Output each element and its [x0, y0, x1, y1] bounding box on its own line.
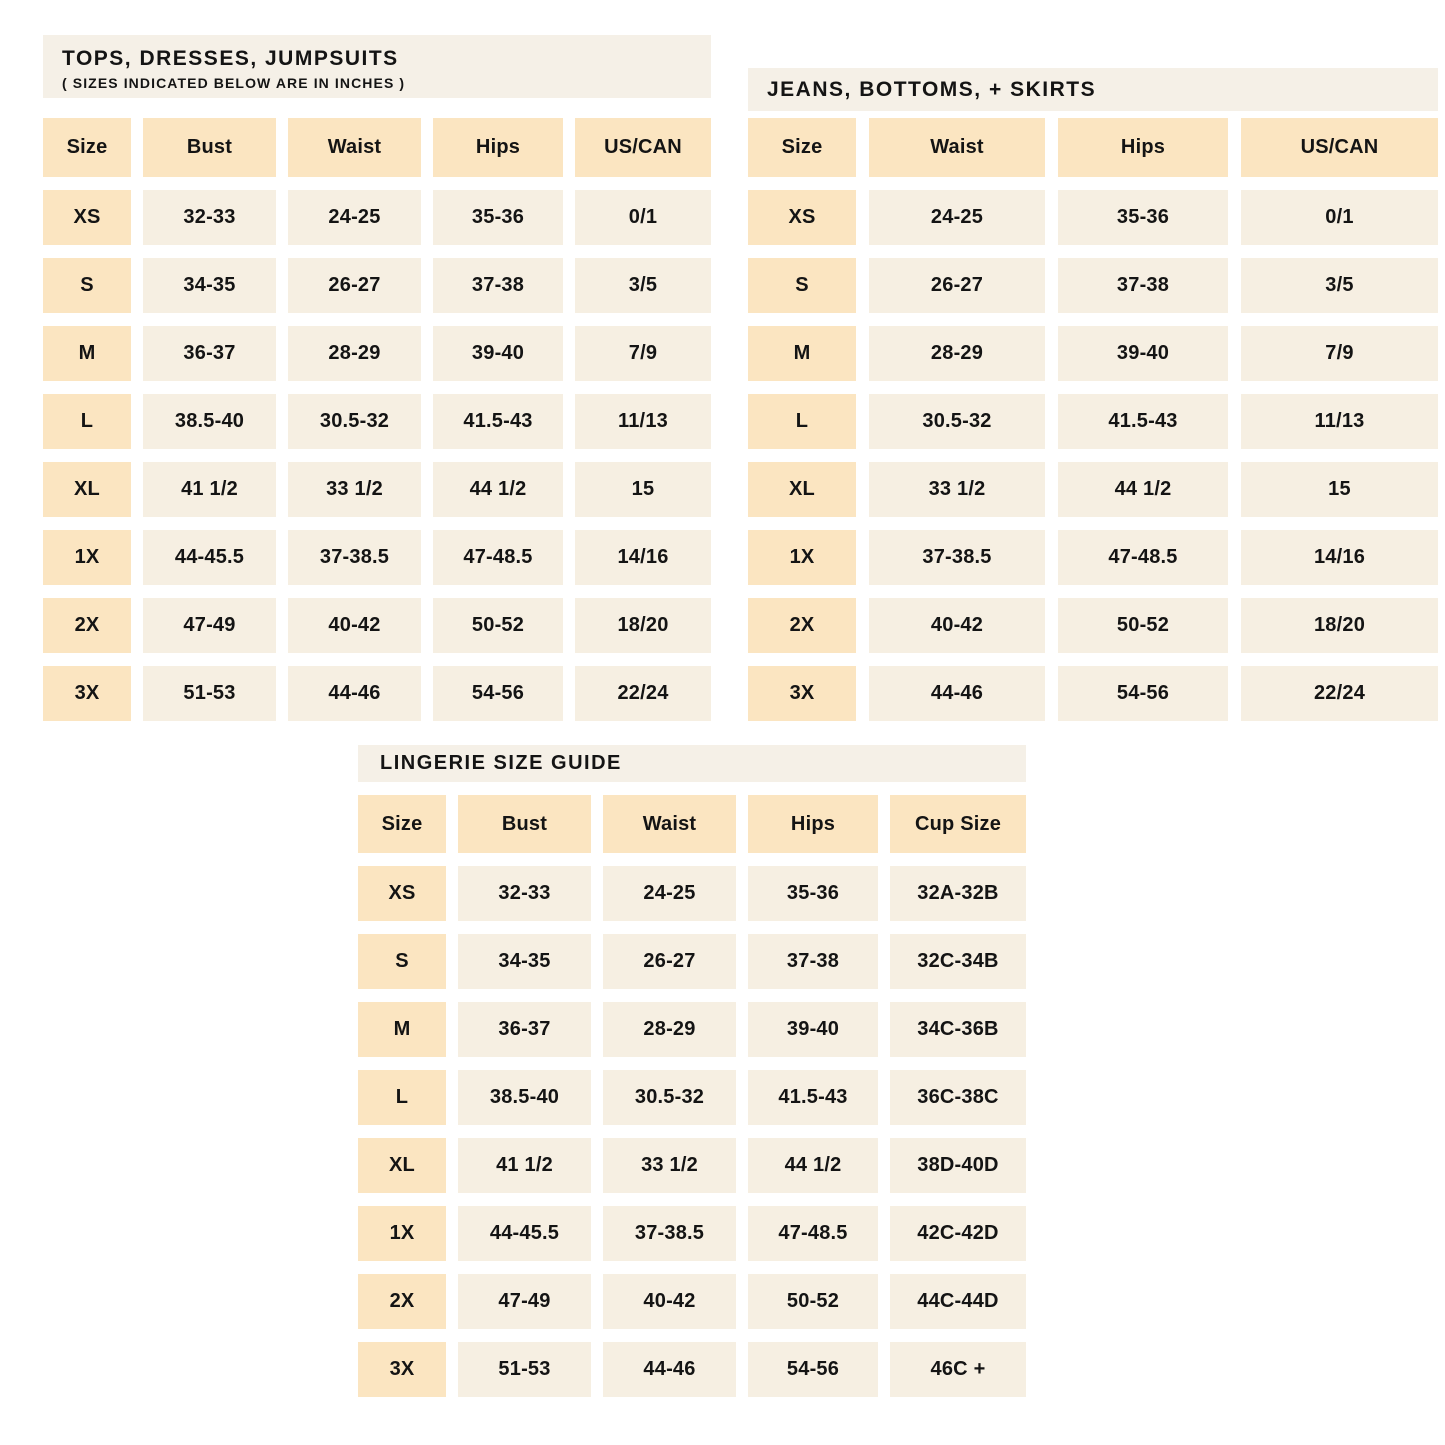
jeans-table-title: JEANS, BOTTOMS, + SKIRTS: [767, 77, 1097, 101]
measurement-cell: 38.5-40: [458, 1070, 591, 1125]
column-header: Bust: [458, 795, 591, 853]
tops-size-grid: [43, 118, 711, 721]
size-label-cell: M: [43, 326, 131, 381]
measurement-cell: 14/16: [1241, 530, 1438, 585]
measurement-cell: 32-33: [143, 190, 276, 245]
measurement-cell: 37-38.5: [869, 530, 1045, 585]
measurement-cell: 35-36: [433, 190, 563, 245]
lingerie-size-guide-table: [358, 745, 1026, 1397]
measurement-cell: 44-45.5: [143, 530, 276, 585]
tops-table-title: TOPS, DRESSES, JUMPSUITS: [62, 47, 399, 70]
size-label-cell: L: [748, 394, 856, 449]
measurement-cell: 30.5-32: [869, 394, 1045, 449]
column-header: Cup Size: [890, 795, 1026, 853]
measurement-cell: 24-25: [288, 190, 421, 245]
measurement-cell: 47-49: [143, 598, 276, 653]
measurement-cell: 0/1: [1241, 190, 1438, 245]
measurement-cell: 28-29: [603, 1002, 736, 1057]
measurement-cell: 24-25: [869, 190, 1045, 245]
measurement-cell: 47-49: [458, 1274, 591, 1329]
size-label-cell: 1X: [358, 1206, 446, 1261]
jeans-title-band: [748, 68, 1438, 111]
size-label-cell: 1X: [43, 530, 131, 585]
measurement-cell: 39-40: [433, 326, 563, 381]
size-label-cell: 3X: [43, 666, 131, 721]
size-label-cell: 2X: [358, 1274, 446, 1329]
size-label-cell: 1X: [748, 530, 856, 585]
size-label-cell: S: [358, 934, 446, 989]
measurement-cell: 40-42: [603, 1274, 736, 1329]
measurement-cell: 14/16: [575, 530, 711, 585]
size-label-cell: XS: [748, 190, 856, 245]
measurement-cell: 44-46: [288, 666, 421, 721]
measurement-cell: 51-53: [143, 666, 276, 721]
measurement-cell: 54-56: [1058, 666, 1228, 721]
measurement-cell: 44-46: [603, 1342, 736, 1397]
size-label-cell: XS: [358, 866, 446, 921]
measurement-cell: 36-37: [458, 1002, 591, 1057]
measurement-cell: 37-38: [433, 258, 563, 313]
column-header: US/CAN: [1241, 118, 1438, 177]
measurement-cell: 36-37: [143, 326, 276, 381]
size-label-cell: XL: [358, 1138, 446, 1193]
measurement-cell: 35-36: [1058, 190, 1228, 245]
measurement-cell: 3/5: [1241, 258, 1438, 313]
measurement-cell: 36C-38C: [890, 1070, 1026, 1125]
measurement-cell: 40-42: [869, 598, 1045, 653]
measurement-cell: 33 1/2: [869, 462, 1045, 517]
size-label-cell: S: [43, 258, 131, 313]
size-label-cell: XL: [748, 462, 856, 517]
measurement-cell: 44C-44D: [890, 1274, 1026, 1329]
jeans-size-grid: [748, 118, 1438, 721]
column-header: Waist: [288, 118, 421, 177]
lingerie-size-grid: [358, 795, 1026, 1397]
measurement-cell: 18/20: [1241, 598, 1438, 653]
measurement-cell: 41.5-43: [433, 394, 563, 449]
measurement-cell: 22/24: [1241, 666, 1438, 721]
measurement-cell: 34-35: [458, 934, 591, 989]
measurement-cell: 32-33: [458, 866, 591, 921]
measurement-cell: 37-38.5: [288, 530, 421, 585]
lingerie-title-band: [358, 745, 1026, 782]
measurement-cell: 34-35: [143, 258, 276, 313]
measurement-cell: 7/9: [575, 326, 711, 381]
measurement-cell: 44 1/2: [433, 462, 563, 517]
size-label-cell: L: [43, 394, 131, 449]
measurement-cell: 11/13: [1241, 394, 1438, 449]
measurement-cell: 39-40: [748, 1002, 878, 1057]
measurement-cell: 47-48.5: [1058, 530, 1228, 585]
size-label-cell: M: [748, 326, 856, 381]
measurement-cell: 26-27: [288, 258, 421, 313]
column-header: Waist: [869, 118, 1045, 177]
size-label-cell: M: [358, 1002, 446, 1057]
measurement-cell: 54-56: [433, 666, 563, 721]
measurement-cell: 26-27: [603, 934, 736, 989]
column-header: US/CAN: [575, 118, 711, 177]
measurement-cell: 33 1/2: [288, 462, 421, 517]
tops-table-subtitle: ( SIZES INDICATED BELOW ARE IN INCHES ): [62, 75, 406, 91]
measurement-cell: 24-25: [603, 866, 736, 921]
column-header: Hips: [748, 795, 878, 853]
lingerie-table-title: LINGERIE SIZE GUIDE: [380, 752, 622, 774]
measurement-cell: 54-56: [748, 1342, 878, 1397]
measurement-cell: 37-38: [748, 934, 878, 989]
tops-dresses-jumpsuits-table: [43, 35, 711, 721]
measurement-cell: 46C +: [890, 1342, 1026, 1397]
size-label-cell: XS: [43, 190, 131, 245]
measurement-cell: 50-52: [1058, 598, 1228, 653]
measurement-cell: 44 1/2: [1058, 462, 1228, 517]
measurement-cell: 47-48.5: [748, 1206, 878, 1261]
jeans-bottoms-skirts-table: [748, 68, 1438, 721]
column-header: Hips: [1058, 118, 1228, 177]
measurement-cell: 44-45.5: [458, 1206, 591, 1261]
size-label-cell: S: [748, 258, 856, 313]
measurement-cell: 41.5-43: [748, 1070, 878, 1125]
size-label-cell: XL: [43, 462, 131, 517]
column-header: Size: [358, 795, 446, 853]
measurement-cell: 30.5-32: [288, 394, 421, 449]
size-label-cell: 3X: [748, 666, 856, 721]
size-label-cell: L: [358, 1070, 446, 1125]
measurement-cell: 34C-36B: [890, 1002, 1026, 1057]
measurement-cell: 15: [1241, 462, 1438, 517]
measurement-cell: 26-27: [869, 258, 1045, 313]
measurement-cell: 33 1/2: [603, 1138, 736, 1193]
column-header: Bust: [143, 118, 276, 177]
measurement-cell: 50-52: [748, 1274, 878, 1329]
measurement-cell: 47-48.5: [433, 530, 563, 585]
measurement-cell: 42C-42D: [890, 1206, 1026, 1261]
measurement-cell: 32A-32B: [890, 866, 1026, 921]
measurement-cell: 51-53: [458, 1342, 591, 1397]
tops-title-band: [43, 35, 711, 98]
measurement-cell: 41 1/2: [458, 1138, 591, 1193]
measurement-cell: 38D-40D: [890, 1138, 1026, 1193]
measurement-cell: 38.5-40: [143, 394, 276, 449]
column-header: Waist: [603, 795, 736, 853]
measurement-cell: 32C-34B: [890, 934, 1026, 989]
measurement-cell: 39-40: [1058, 326, 1228, 381]
measurement-cell: 50-52: [433, 598, 563, 653]
measurement-cell: 35-36: [748, 866, 878, 921]
measurement-cell: 18/20: [575, 598, 711, 653]
measurement-cell: 28-29: [869, 326, 1045, 381]
measurement-cell: 0/1: [575, 190, 711, 245]
measurement-cell: 11/13: [575, 394, 711, 449]
measurement-cell: 44-46: [869, 666, 1045, 721]
measurement-cell: 37-38: [1058, 258, 1228, 313]
measurement-cell: 40-42: [288, 598, 421, 653]
measurement-cell: 41 1/2: [143, 462, 276, 517]
column-header: Size: [43, 118, 131, 177]
measurement-cell: 3/5: [575, 258, 711, 313]
size-label-cell: 2X: [748, 598, 856, 653]
measurement-cell: 41.5-43: [1058, 394, 1228, 449]
measurement-cell: 44 1/2: [748, 1138, 878, 1193]
measurement-cell: 30.5-32: [603, 1070, 736, 1125]
measurement-cell: 28-29: [288, 326, 421, 381]
measurement-cell: 15: [575, 462, 711, 517]
size-label-cell: 3X: [358, 1342, 446, 1397]
column-header: Size: [748, 118, 856, 177]
measurement-cell: 37-38.5: [603, 1206, 736, 1261]
size-label-cell: 2X: [43, 598, 131, 653]
column-header: Hips: [433, 118, 563, 177]
measurement-cell: 7/9: [1241, 326, 1438, 381]
measurement-cell: 22/24: [575, 666, 711, 721]
